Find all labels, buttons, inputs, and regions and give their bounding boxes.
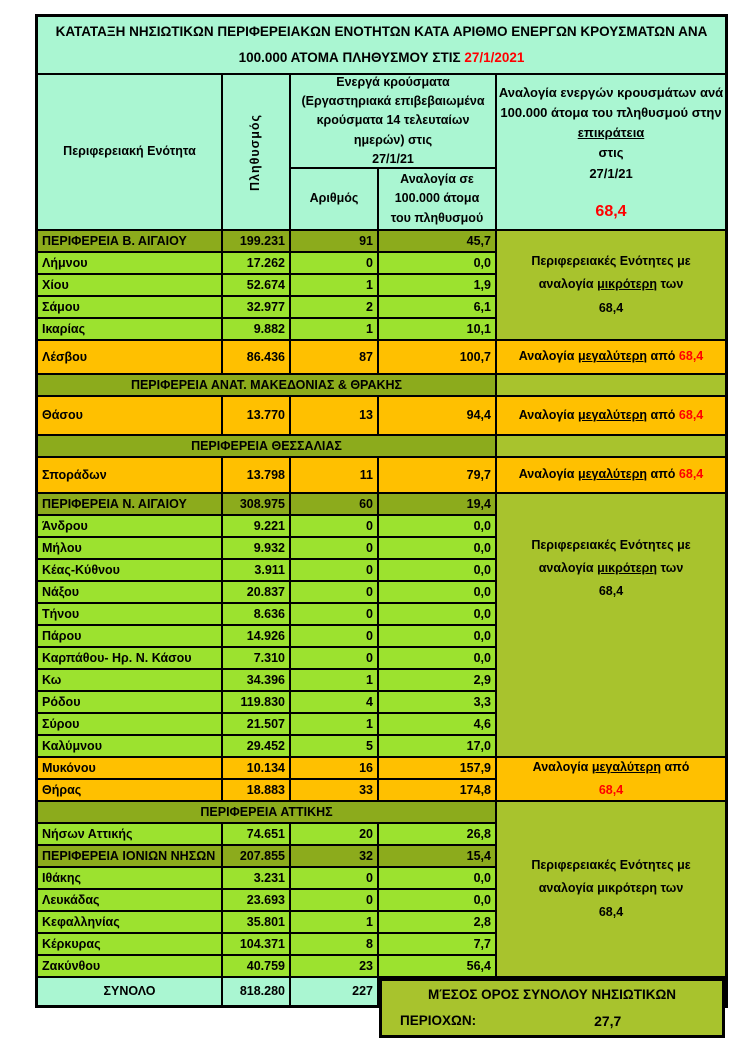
islands-average-label: ΠΕΡΙΟΧΩΝ: bbox=[400, 1012, 477, 1028]
annotation-smaller-north-aegean: Περιφερειακές Ενότητες με αναλογία μικρότερη των 68,4 bbox=[497, 231, 725, 339]
row-population: 52.674 bbox=[223, 275, 289, 295]
national-territory-word: επικράτεια bbox=[577, 125, 645, 141]
row-ratio: 45,7 bbox=[379, 231, 495, 251]
row-cases: 1 bbox=[291, 670, 377, 690]
row-population: 9.882 bbox=[223, 319, 289, 339]
national-ratio-value: 68,4 bbox=[595, 202, 627, 220]
row-ratio: 100,7 bbox=[379, 341, 495, 373]
islands-average-box: ΜΈΣΟΣ ΟΡΟΣ ΣΥΝΟΛΟΥ ΝΗΣΙΩΤΙΚΩΝ ΠΕΡΙΟΧΩΝ: 27,7 bbox=[379, 978, 725, 1038]
row-population: 8.636 bbox=[223, 604, 289, 624]
row-ratio: 0,0 bbox=[379, 560, 495, 580]
row-label: Σύρου bbox=[38, 714, 221, 734]
annotation-larger-lesvos: Αναλογία μεγαλύτερη από 68,4 bbox=[497, 341, 725, 373]
table-title-text bbox=[48, 19, 715, 70]
row-population: 86.436 bbox=[223, 341, 289, 373]
annotation-larger-mykonos-thira: Αναλογία μεγαλύτερη από 68,4 bbox=[497, 758, 725, 800]
row-cases: 0 bbox=[291, 253, 377, 273]
row-label: Ιθάκης bbox=[38, 868, 221, 888]
row-population: 104.371 bbox=[223, 934, 289, 954]
row-population: 10.134 bbox=[223, 758, 289, 778]
row-cases: 0 bbox=[291, 648, 377, 668]
row-ratio: 1,9 bbox=[379, 275, 495, 295]
row-ratio: 26,8 bbox=[379, 824, 495, 844]
row-population: 119.830 bbox=[223, 692, 289, 712]
row-population: 35.801 bbox=[223, 912, 289, 932]
row-label: Μήλου bbox=[38, 538, 221, 558]
row-label: Νήσων Αττικής bbox=[38, 824, 221, 844]
row-cases: 2 bbox=[291, 297, 377, 317]
row-label: ΠΕΡΙΦΕΡΕΙΑ ΙΟΝΙΩΝ ΝΗΣΩΝ bbox=[38, 846, 221, 866]
row-ratio: 79,7 bbox=[379, 458, 495, 492]
row-label: Ζακύνθου bbox=[38, 956, 221, 976]
column-header-national-ratio: Αναλογία ενεργών κρουσμάτων ανά 100.000 άτομα του πληθυσμού στην επικράτεια στις 27/1/21 68,4 bbox=[497, 75, 725, 229]
row-ratio: 174,8 bbox=[379, 780, 495, 800]
row-population: 199.231 bbox=[223, 231, 289, 251]
row-cases: 0 bbox=[291, 604, 377, 624]
table-title-date: 27/1/2021 bbox=[464, 50, 525, 65]
row-cases: 1 bbox=[291, 275, 377, 295]
row-cases: 0 bbox=[291, 868, 377, 888]
row-label: Νάξου bbox=[38, 582, 221, 602]
row-ratio: 17,0 bbox=[379, 736, 495, 756]
row-population: 74.651 bbox=[223, 824, 289, 844]
row-cases: 0 bbox=[291, 582, 377, 602]
table-title-label: ΚΑΤΑΤΑΞΗ ΝΗΣΙΩΤΙΚΩΝ ΠΕΡΙΦΕΡΕΙΑΚΩΝ ΕΝΟΤΗΤΩΝ ΚΑΤΑ ΑΡΙΘΜΟ ΕΝΕΡΓΩΝ ΚΡΟΥΣΜΑΤΩΝ ΑΝΑ 100.000 ΑΤΟΜΑ ΠΛΗΘΥΣΜΟΥ ΣΤΙΣ bbox=[55, 24, 708, 65]
row-ratio: 0,0 bbox=[379, 648, 495, 668]
row-ratio: 56,4 bbox=[379, 956, 495, 976]
row-population: 3.911 bbox=[223, 560, 289, 580]
row-population: 20.837 bbox=[223, 582, 289, 602]
row-cases: 1 bbox=[291, 714, 377, 734]
row-label: Θάσου bbox=[38, 397, 221, 434]
region-banner: ΠΕΡΙΦΕΡΕΙΑ ΑΤΤΙΚΗΣ bbox=[38, 802, 495, 822]
row-population: 40.759 bbox=[223, 956, 289, 976]
row-cases: 8 bbox=[291, 934, 377, 954]
row-cases: 32 bbox=[291, 846, 377, 866]
row-population: 7.310 bbox=[223, 648, 289, 668]
column-header-active-cases: Ενεργά κρούσματα (Εργαστηριακά επιβεβαιωμένα κρούσματα 14 τελευταίων ημερών) στις 27/1/21 bbox=[291, 75, 495, 167]
row-population: 29.452 bbox=[223, 736, 289, 756]
row-label: Άνδρου bbox=[38, 516, 221, 536]
row-cases: 33 bbox=[291, 780, 377, 800]
row-population: 3.231 bbox=[223, 868, 289, 888]
row-ratio: 2,9 bbox=[379, 670, 495, 690]
row-label: Μυκόνου bbox=[38, 758, 221, 778]
row-cases: 20 bbox=[291, 824, 377, 844]
row-cases: 1 bbox=[291, 912, 377, 932]
row-population: 207.855 bbox=[223, 846, 289, 866]
row-cases: 4 bbox=[291, 692, 377, 712]
region-banner: ΠΕΡΙΦΕΡΕΙΑ ΑΝΑΤ. ΜΑΚΕΔΟΝΙΑΣ & ΘΡΑΚΗΣ bbox=[38, 375, 495, 395]
row-label: Κέρκυρας bbox=[38, 934, 221, 954]
annotation-empty-2 bbox=[497, 436, 725, 456]
row-label: Λέσβου bbox=[38, 341, 221, 373]
row-cases: 13 bbox=[291, 397, 377, 434]
row-ratio: 0,0 bbox=[379, 538, 495, 558]
row-population: 14.926 bbox=[223, 626, 289, 646]
row-ratio: 2,8 bbox=[379, 912, 495, 932]
row-population: 18.883 bbox=[223, 780, 289, 800]
row-cases: 0 bbox=[291, 890, 377, 910]
row-ratio: 10,1 bbox=[379, 319, 495, 339]
row-ratio: 0,0 bbox=[379, 868, 495, 888]
column-header-ratio: Αναλογία σε 100.000 άτομα του πληθυσμού bbox=[379, 169, 495, 229]
row-label: Λευκάδας bbox=[38, 890, 221, 910]
row-population: 13.770 bbox=[223, 397, 289, 434]
annotation-smaller-attica-ionian: Περιφερειακές Ενότητες με αναλογία μικρότερη των 68,4 bbox=[497, 802, 725, 976]
row-cases: 0 bbox=[291, 516, 377, 536]
annotation-smaller-south-aegean: Περιφερειακές Ενότητες με αναλογία μικρότερη των 68,4 bbox=[497, 494, 725, 756]
row-population: 308.975 bbox=[223, 494, 289, 514]
region-banner: ΠΕΡΙΦΕΡΕΙΑ ΘΕΣΣΑΛΙΑΣ bbox=[38, 436, 495, 456]
row-label: Τήνου bbox=[38, 604, 221, 624]
national-ratio-date: 27/1/21 bbox=[589, 165, 633, 181]
row-population: 13.798 bbox=[223, 458, 289, 492]
row-population: 21.507 bbox=[223, 714, 289, 734]
row-population: 9.221 bbox=[223, 516, 289, 536]
row-ratio: 157,9 bbox=[379, 758, 495, 778]
annotation-larger-thasos: Αναλογία μεγαλύτερη από 68,4 bbox=[497, 397, 725, 434]
row-label: ΠΕΡΙΦΕΡΕΙΑ Β. ΑΙΓΑΙΟΥ bbox=[38, 231, 221, 251]
row-ratio: 0,0 bbox=[379, 890, 495, 910]
row-cases: 11 bbox=[291, 458, 377, 492]
row-label: Θήρας bbox=[38, 780, 221, 800]
row-ratio: 15,4 bbox=[379, 846, 495, 866]
row-cases: 60 bbox=[291, 494, 377, 514]
row-cases: 0 bbox=[291, 560, 377, 580]
column-header-population: Πληθυσμός bbox=[223, 75, 289, 229]
row-cases: 1 bbox=[291, 319, 377, 339]
row-population: 23.693 bbox=[223, 890, 289, 910]
row-ratio: 0,0 bbox=[379, 626, 495, 646]
row-label: Ικαρίας bbox=[38, 319, 221, 339]
row-ratio: 7,7 bbox=[379, 934, 495, 954]
row-label: Χίου bbox=[38, 275, 221, 295]
row-label: Καλύμνου bbox=[38, 736, 221, 756]
column-header-region: Περιφερειακή Ενότητα bbox=[38, 75, 221, 229]
row-cases: 91 bbox=[291, 231, 377, 251]
row-ratio: 0,0 bbox=[379, 253, 495, 273]
row-population: 17.262 bbox=[223, 253, 289, 273]
total-label: ΣΥΝΟΛΟ bbox=[38, 978, 221, 1005]
column-header-number: Αριθμός bbox=[291, 169, 377, 229]
row-population: 32.977 bbox=[223, 297, 289, 317]
row-cases: 87 bbox=[291, 341, 377, 373]
row-label: Καρπάθου- Ηρ. Ν. Κάσου bbox=[38, 648, 221, 668]
row-population: 9.932 bbox=[223, 538, 289, 558]
row-label: Λήμνου bbox=[38, 253, 221, 273]
row-ratio: 0,0 bbox=[379, 582, 495, 602]
annotation-larger-sporades: Αναλογία μεγαλύτερη από 68,4 bbox=[497, 458, 725, 492]
row-label: Κεφαλληνίας bbox=[38, 912, 221, 932]
row-ratio: 3,3 bbox=[379, 692, 495, 712]
row-ratio: 94,4 bbox=[379, 397, 495, 434]
row-label: Πάρου bbox=[38, 626, 221, 646]
row-ratio: 0,0 bbox=[379, 604, 495, 624]
annotation-empty-1 bbox=[497, 375, 725, 395]
row-ratio: 6,1 bbox=[379, 297, 495, 317]
row-label: Ρόδου bbox=[38, 692, 221, 712]
row-label: Κω bbox=[38, 670, 221, 690]
row-cases: 5 bbox=[291, 736, 377, 756]
row-population: 34.396 bbox=[223, 670, 289, 690]
table-title bbox=[38, 17, 725, 73]
row-ratio: 0,0 bbox=[379, 516, 495, 536]
ranking-table bbox=[35, 14, 728, 1029]
row-cases: 23 bbox=[291, 956, 377, 976]
active-cases-date: 27/1/21 bbox=[372, 152, 414, 167]
total-population: 818.280 bbox=[223, 978, 289, 1005]
islands-average-value: 27,7 bbox=[594, 1012, 622, 1029]
row-ratio: 19,4 bbox=[379, 494, 495, 514]
row-cases: 0 bbox=[291, 626, 377, 646]
row-cases: 16 bbox=[291, 758, 377, 778]
row-label: ΠΕΡΙΦΕΡΕΙΑ Ν. ΑΙΓΑΙΟΥ bbox=[38, 494, 221, 514]
total-cases: 227 bbox=[291, 978, 377, 1005]
row-label: Σποράδων bbox=[38, 458, 221, 492]
row-label: Σάμου bbox=[38, 297, 221, 317]
row-ratio: 4,6 bbox=[379, 714, 495, 734]
row-label: Κέας-Κύθνου bbox=[38, 560, 221, 580]
row-cases: 0 bbox=[291, 538, 377, 558]
